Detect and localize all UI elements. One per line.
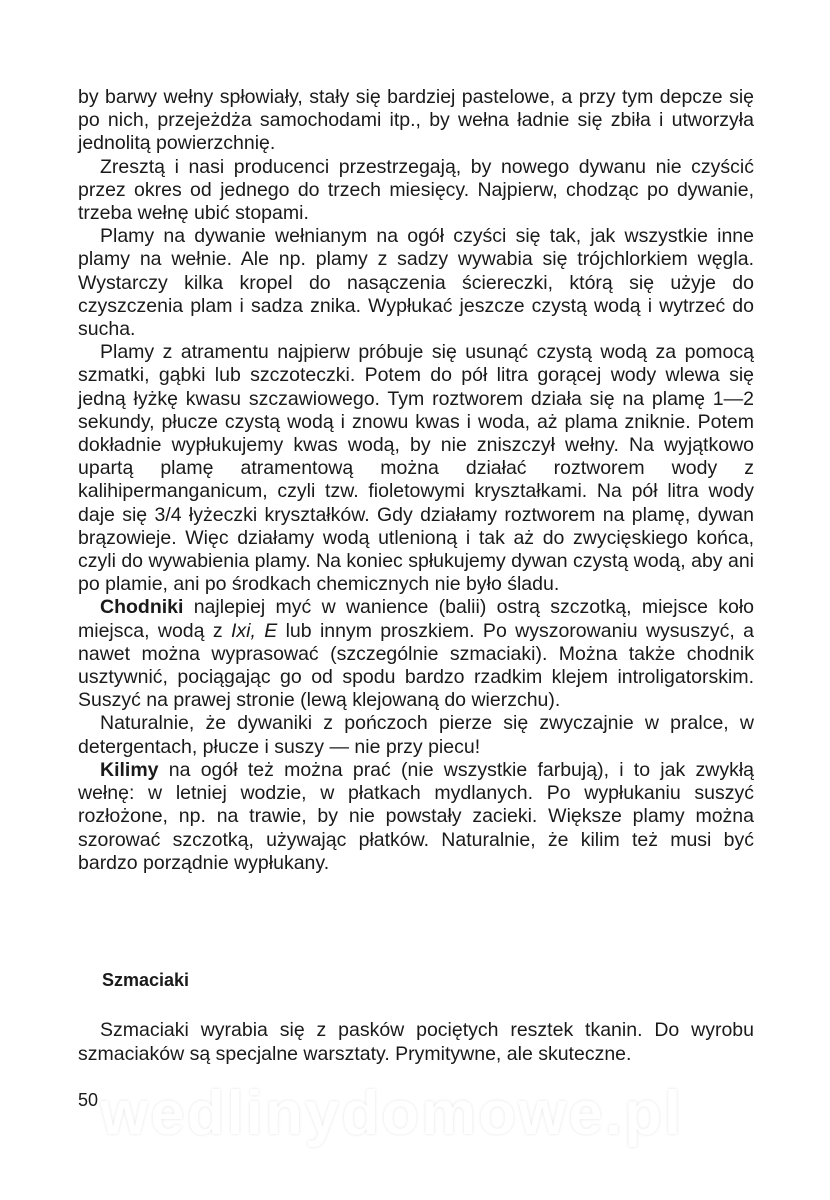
kilimy-text: na ogół też można prać (nie wszystkie farbują), i to jak zwykłą wełnę: w letniej wodzie, w płatkach mydlanych. Po wypłukaniu suszyć rozłożone, np. na trawie, by nie powstały zacieki. Większe plamy można szorować szczotką, używając płatków. Naturalnie, że kilim też musi być bardzo porządnie wypłukany. [78,758,754,874]
paragraph-ink-stains: Plamy z atramentu najpierw próbuje się usunąć czystą wodą za pomocą szmatki, gąbki lub szczoteczki. Potem do pół litra gorącej wody wlewa się jedną łyżkę kwasu szczawiowego. Tym roztworem działa się na plamę 1—2 sekundy, płucze czystą wodą i znowu kwas i woda, aż plama zniknie. Potem dokładnie wypłukujemy kwas wodą, by nie zniszczył wełny. Na wyjątkowo upartą plamę atramentową można działać roztworem wody z kalihipermanganicum, czyli tzw. fioletowymi kryształkami. Na pół litra wody daje się 3/4 łyżeczki kryształków. Gdy działamy roztworem na plamę, dywan brązowieje. Więc działamy wodą utlenioną i tak aż do zwycięskiego końca, czyli do wywabienia plamy. Na koniec spłukujemy dywan czystą wodą, aby ani po plamie, ani po środkach chemicznych nie było śladu. [78,341,754,596]
paragraph-wool-stains: Plamy na dywanie wełnianym na ogół czyści się tak, jak wszystkie inne plamy na wełnie. Ale np. plamy z sadzy wywabia się trójchlorkiem węgla. Wystarczy kilka kropel do nasączenia ściereczki, którą się użyje do czyszczenia plam i sadza znika. Wypłukać jeszcze czystą wodą i wytrzeć do sucha. [78,225,754,341]
detergent-names: Ixi, E [230,619,278,642]
chodniki-text-b: lub innym proszkiem. Po wyszorowaniu wysuszyć, a nawet można wyprasować (szczególnie szmaciaki). Można także chodnik usztywnić, pociągając go od spodu bardzo rzadkim klejem introligatorskim. Suszyć na prawej stronie (lewą klejowaną do wierzchu). [78,619,754,712]
term-chodniki: Chodniki [100,596,184,619]
paragraph-kilimy [78,759,754,875]
watermark: wedlinydomowe.pl [100,1079,684,1148]
term-kilimy: Kilimy [100,758,159,781]
section-heading: Szmaciaki [102,970,190,990]
page-number: 50 [78,1090,99,1110]
body-text [78,86,754,875]
paragraph-chodniki [78,596,754,712]
paragraph-stocking-rugs: Naturalnie, że dywaniki z pończoch pierze się zwyczajnie w pralce, w detergentach, płucze i suszy — nie przy piecu! [78,712,754,758]
section-paragraph: Szmaciaki wyrabia się z pasków pociętych resztek tkanin. Do wyrobu szmaciaków są specjalne warsztaty. Prymitywne, ale skuteczne. [78,1019,754,1065]
chodniki-text-a: najlepiej myć w wanience (balii) ostrą szczotką, miejsce koło miejsca, wodą z [78,596,754,642]
paragraph-continuation: by barwy wełny spłowiały, stały się bardziej pastelowe, a przy tym depcze się po nich, przejeżdża samochodami itp., by wełna ładnie się zbiła i utworzyła jednolitą powierzchnię. [78,86,754,155]
paragraph-producers: Zresztą i nasi producenci przestrzegają, by nowego dywanu nie czyścić przez okres od jednego do trzech miesięcy. Najpierw, chodząc po dywanie, trzeba wełnę ubić stopami. [78,155,754,225]
